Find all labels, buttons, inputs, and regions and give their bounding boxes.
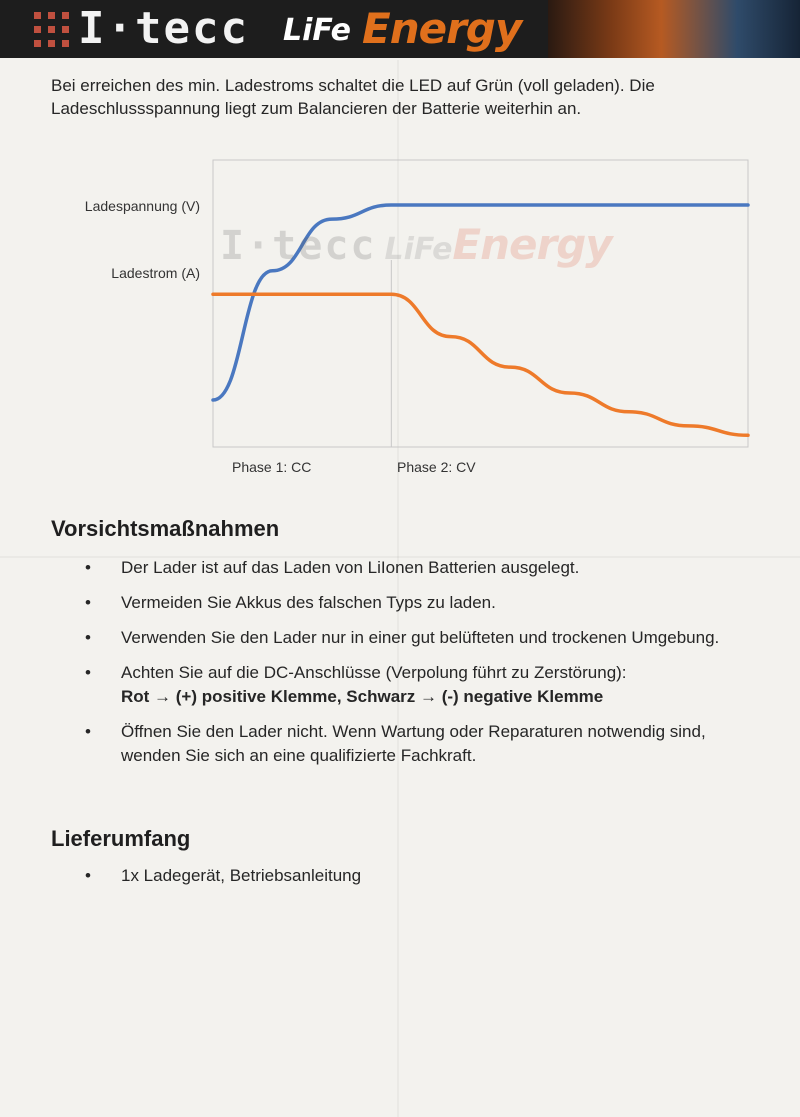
delivery-list bbox=[51, 864, 751, 899]
list-item: • Vermeiden Sie Akkus des falschen Typs zu laden. bbox=[51, 591, 751, 615]
header-decoration-image bbox=[548, 0, 800, 58]
section-title-precautions: Vorsichtsmaßnahmen bbox=[51, 516, 280, 541]
list-item: • Der Lader ist auf das Laden von LiIonen Batterien ausgelegt. bbox=[51, 556, 751, 580]
brand-logo-life: LiFe bbox=[283, 13, 351, 48]
brand-logo-energy: Energy bbox=[362, 4, 522, 53]
list-item: • Öffnen Sie den Lader nicht. Wenn Wartung oder Reparaturen notwendig sind, wenden Sie sich an eine qualifizierte Fachkraft. bbox=[51, 720, 751, 768]
x-label-phase-cc: Phase 1: CC bbox=[232, 459, 312, 475]
intro-paragraph: Bei erreichen des min. Ladestroms schaltet die LED auf Grün (voll geladen). Die Ladeschlussspannung liegt zum Balancieren der Batterie weiterhin an. bbox=[51, 76, 655, 118]
chart-frame bbox=[213, 160, 748, 447]
section-title-scope-of-delivery: Lieferumfang bbox=[51, 826, 191, 851]
series-line-voltage bbox=[213, 205, 748, 400]
list-item: • Verwenden Sie den Lader nur in einer gut belüfteten und trockenen Umgebung. bbox=[51, 626, 751, 650]
brand-header bbox=[0, 0, 800, 58]
list-item: • 1x Ladegerät, Betriebsanleitung bbox=[51, 864, 751, 888]
precautions-list bbox=[51, 556, 751, 779]
y-label-voltage: Ladespannung (V) bbox=[84, 198, 200, 214]
brand-logo-itecc: I·tecc bbox=[78, 3, 249, 54]
polarity-note: Rot → (+) positive Klemme, Schwarz → (-) negative Klemme bbox=[121, 687, 604, 706]
charging-curve-chart bbox=[60, 150, 760, 490]
x-label-phase-cv: Phase 2: CV bbox=[397, 459, 476, 475]
y-label-current: Ladestrom (A) bbox=[111, 265, 200, 281]
brand-dots-icon bbox=[34, 12, 76, 48]
series-line-current bbox=[213, 294, 748, 435]
chart-watermark-logo: I·tecc LiFeEnergy bbox=[220, 220, 612, 269]
list-item: • Achten Sie auf die DC-Anschlüsse (Verpolung führt zu Zerstörung): Rot → (+) positive Klemme, Schwarz → (-) negative Klemme bbox=[51, 661, 751, 709]
